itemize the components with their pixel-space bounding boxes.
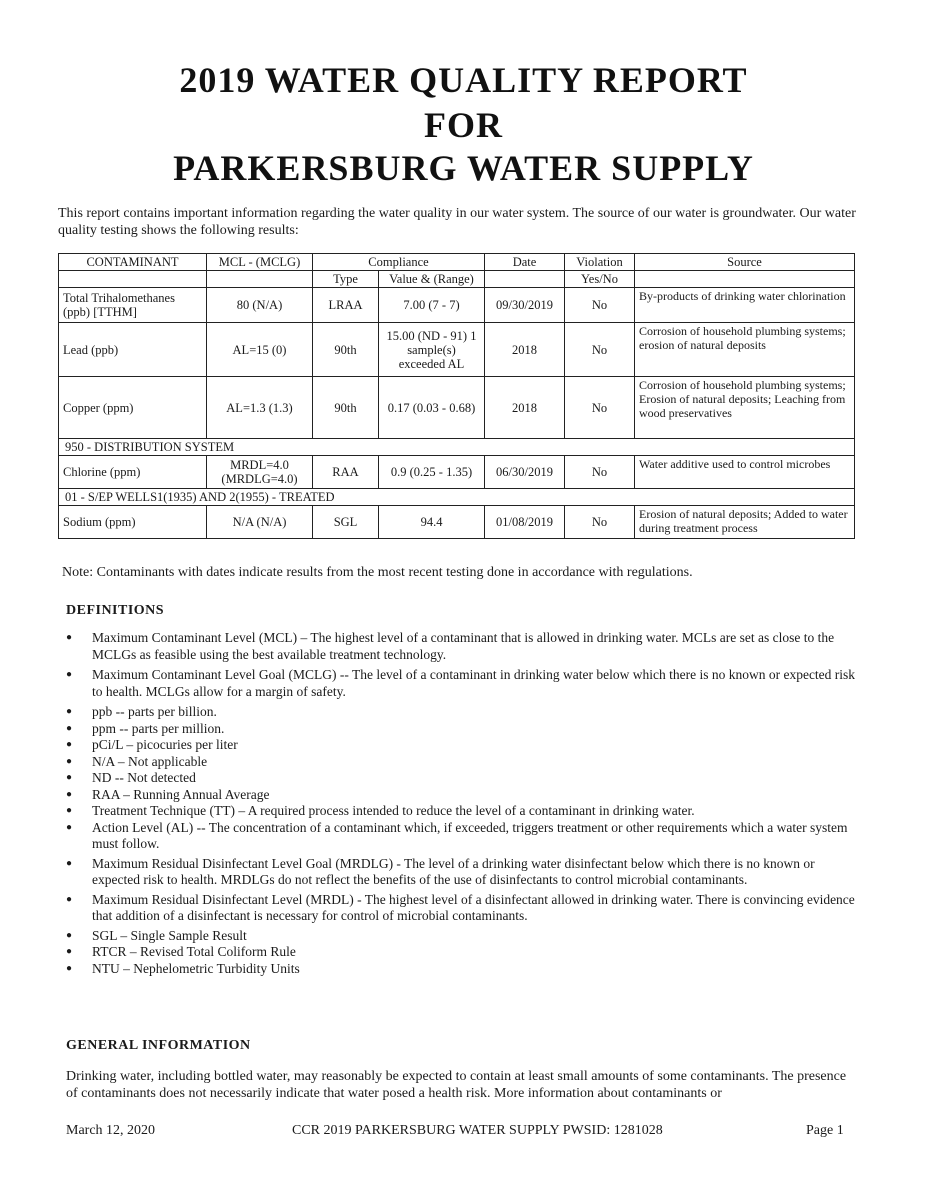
- bullet-icon: ●: [66, 632, 73, 643]
- bullet-icon: ●: [66, 962, 73, 974]
- bullet-icon: ●: [66, 893, 73, 905]
- bullet-icon: ●: [66, 669, 73, 680]
- cell-date: 06/30/2019: [485, 456, 565, 489]
- cell-type: 90th: [313, 377, 379, 439]
- definition-text: Maximum Residual Disinfectant Level Goal (MRDLG) - The level of a drinking water disinfectant below which there is no known or expected risk to health. MRDLGs do not reflect the benefits of the use of disinfectants to control microbial contaminants.: [92, 855, 815, 887]
- cell-source: Erosion of natural deposits; Added to water during treatment process: [635, 506, 855, 539]
- cell-violation: No: [565, 288, 635, 323]
- cell-value: 15.00 (ND - 91) 1 sample(s) exceeded AL: [379, 323, 485, 377]
- definition-text: Action Level (AL) -- The concentration of a contaminant which, if exceeded, triggers treatment or other requirements which a water system must follow.: [92, 819, 848, 851]
- definition-text: Maximum Contaminant Level Goal (MCLG) -- The level of a contaminant in drinking water below which there is no known or expected risk to health. MCLGs allow for a margin of safety.: [92, 667, 856, 699]
- subheader-type: Type: [313, 271, 379, 288]
- cell-type: 90th: [313, 323, 379, 377]
- definition-text: Maximum Residual Disinfectant Level (MRDL) - The highest level of a disinfectant allowed in drinking water. There is convincing evidence that addition of a disinfectant is necessary for control of microbial contaminants.: [92, 891, 855, 923]
- list-item: [66, 770, 856, 787]
- cell-violation: No: [565, 377, 635, 439]
- cell-date: 01/08/2019: [485, 506, 565, 539]
- definition-text: SGL – Single Sample Result: [92, 927, 247, 943]
- table-row: [59, 288, 855, 323]
- definition-text: RAA – Running Annual Average: [92, 786, 270, 802]
- definition-text: ppm -- parts per million.: [92, 720, 225, 736]
- footer-document-id: CCR 2019 PARKERSBURG WATER SUPPLY PWSID: 1281028: [292, 1123, 663, 1138]
- report-title-line-2: FOR: [424, 105, 503, 145]
- cell-contaminant: Chlorine (ppm): [59, 456, 207, 489]
- bullet-icon: ●: [66, 805, 73, 816]
- definition-text: Treatment Technique (TT) – A required process intended to reduce the level of a contaminant in drinking water.: [92, 803, 695, 818]
- list-item: [66, 787, 856, 804]
- bullet-icon: ●: [66, 706, 73, 717]
- footer-page-number: Page 1: [806, 1123, 844, 1138]
- cell-value: 0.17 (0.03 - 0.68): [379, 377, 485, 439]
- cell-date: 09/30/2019: [485, 288, 565, 323]
- bullet-icon: ●: [66, 946, 73, 957]
- cell-mcl: N/A (N/A): [207, 506, 313, 539]
- cell-type: SGL: [313, 506, 379, 539]
- list-item: [66, 721, 856, 738]
- cell-date: 2018: [485, 377, 565, 439]
- cell-mcl: AL=1.3 (1.3): [207, 377, 313, 439]
- section-label: 950 - DISTRIBUTION SYSTEM: [59, 439, 855, 456]
- cell-violation: No: [565, 506, 635, 539]
- list-item: [66, 754, 856, 771]
- header-mcl: MCL - (MCLG): [207, 254, 313, 271]
- general-information-heading: GENERAL INFORMATION: [66, 1038, 251, 1053]
- cell-violation: No: [565, 323, 635, 377]
- list-item: [66, 820, 856, 853]
- table-row: [59, 456, 855, 489]
- list-item: [66, 803, 856, 820]
- bullet-icon: ●: [66, 929, 73, 941]
- definition-text: Maximum Contaminant Level (MCL) – The highest level of a contaminant that is allowed in drinking water. MCLs are set as close to the MCLGs as feasible using the best available treatment technology.: [92, 630, 835, 662]
- section-label: 01 - S/EP WELLS1(1935) AND 2(1955) - TREATED: [59, 489, 855, 506]
- subheader-empty: [59, 271, 207, 288]
- cell-violation: No: [565, 456, 635, 489]
- cell-contaminant: Total Trihalomethanes (ppb) [TTHM]: [59, 288, 207, 323]
- cell-source: Corrosion of household plumbing systems; Erosion of natural deposits; Leaching from wood preservatives: [635, 377, 855, 439]
- definition-text: ppb -- parts per billion.: [92, 704, 217, 719]
- cell-contaminant: Copper (ppm): [59, 377, 207, 439]
- cell-source: By-products of drinking water chlorination: [635, 288, 855, 323]
- bullet-icon: ●: [66, 788, 73, 800]
- list-item: [66, 961, 856, 978]
- definition-text: NTU – Nephelometric Turbidity Units: [92, 960, 300, 976]
- report-title-line-1: 2019 WATER QUALITY REPORT: [179, 60, 748, 100]
- header-compliance: Compliance: [313, 254, 485, 271]
- bullet-icon: ●: [66, 821, 73, 833]
- general-information-paragraph: Drinking water, including bottled water, may reasonably be expected to contain at least small amounts of some contaminants. The presence of contaminants does not necessarily indicate that water posed a health risk. More information about contaminants or: [66, 1069, 847, 1101]
- bullet-icon: ●: [66, 739, 73, 750]
- cell-source: Corrosion of household plumbing systems; erosion of natural deposits: [635, 323, 855, 377]
- list-item: [66, 944, 856, 961]
- header-contaminant: CONTAMINANT: [59, 254, 207, 271]
- definitions-list: [66, 630, 856, 977]
- table-row: [59, 323, 855, 377]
- results-note: Note: Contaminants with dates indicate results from the most recent testing done in accordance with regulations.: [62, 565, 693, 580]
- table-header-row: [59, 254, 855, 271]
- table-row: [59, 377, 855, 439]
- list-item: [66, 928, 856, 945]
- cell-mcl: AL=15 (0): [207, 323, 313, 377]
- cell-value: 94.4: [379, 506, 485, 539]
- header-violation: Violation: [565, 254, 635, 271]
- list-item: [66, 704, 856, 721]
- header-date: Date: [485, 254, 565, 271]
- list-item: [66, 667, 856, 700]
- subheader-empty: [635, 271, 855, 288]
- list-item: [66, 737, 856, 754]
- cell-contaminant: Sodium (ppm): [59, 506, 207, 539]
- definition-text: ND -- Not detected: [92, 770, 196, 785]
- cell-source: Water additive used to control microbes: [635, 456, 855, 489]
- cell-mcl: 80 (N/A): [207, 288, 313, 323]
- definitions-heading: DEFINITIONS: [66, 603, 165, 618]
- cell-contaminant: Lead (ppb): [59, 323, 207, 377]
- table-subheader-row: [59, 271, 855, 288]
- bullet-icon: ●: [66, 755, 73, 767]
- cell-date: 2018: [485, 323, 565, 377]
- table-row: [59, 506, 855, 539]
- cell-type: RAA: [313, 456, 379, 489]
- cell-mcl: MRDL=4.0 (MRDLG=4.0): [207, 456, 313, 489]
- cell-value: 7.00 (7 - 7): [379, 288, 485, 323]
- definition-text: RTCR – Revised Total Coliform Rule: [92, 944, 296, 959]
- section-row-distribution: [59, 439, 855, 456]
- list-item: [66, 892, 856, 925]
- bullet-icon: ●: [66, 772, 73, 783]
- intro-paragraph: This report contains important information regarding the water quality in our water system. The source of our water is groundwater. Our water quality testing shows the following results:: [58, 206, 856, 238]
- list-item: [66, 856, 856, 889]
- subheader-yes-no: Yes/No: [565, 271, 635, 288]
- cell-value: 0.9 (0.25 - 1.35): [379, 456, 485, 489]
- bullet-icon: ●: [66, 857, 73, 869]
- definition-text: N/A – Not applicable: [92, 753, 208, 769]
- water-quality-table: [58, 253, 855, 539]
- section-row-wells: [59, 489, 855, 506]
- definition-text: pCi/L – picocuries per liter: [92, 737, 238, 752]
- subheader-value-range: Value & (Range): [379, 271, 485, 288]
- header-source: Source: [635, 254, 855, 271]
- cell-type: LRAA: [313, 288, 379, 323]
- subheader-empty: [207, 271, 313, 288]
- bullet-icon: ●: [66, 722, 73, 734]
- subheader-empty: [485, 271, 565, 288]
- list-item: [66, 630, 856, 663]
- report-title-line-3: PARKERSBURG WATER SUPPLY: [173, 148, 754, 188]
- footer-date: March 12, 2020: [66, 1123, 156, 1138]
